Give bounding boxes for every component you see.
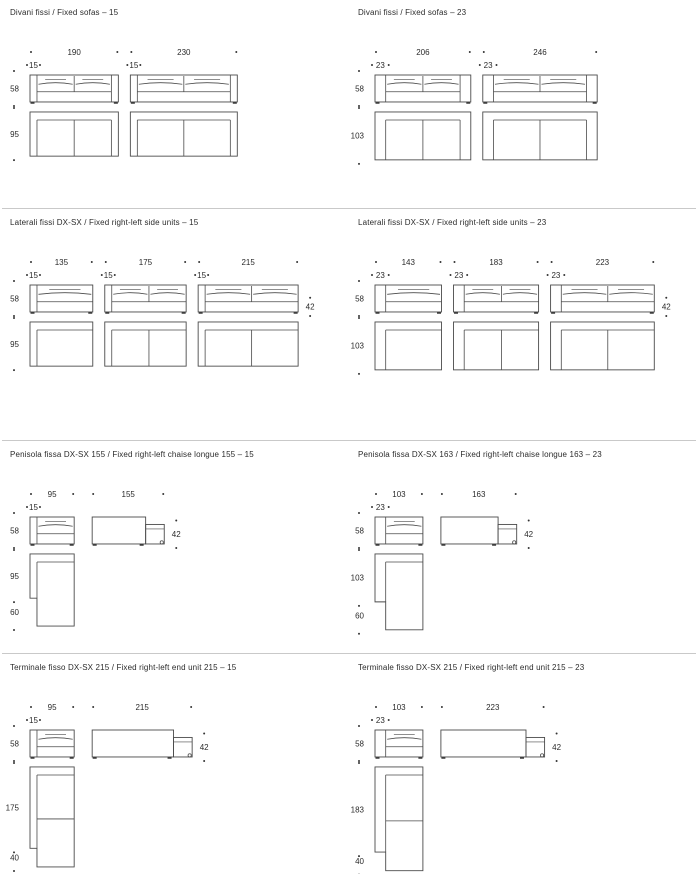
arm-dimension — [371, 503, 390, 512]
svg-text:15: 15 — [103, 270, 113, 280]
arm-dimension — [371, 271, 390, 280]
vertical-dimension — [351, 317, 365, 375]
plan-view — [375, 322, 441, 370]
width-dimension — [92, 490, 164, 499]
seat-height-dimension — [306, 297, 315, 317]
svg-text:15: 15 — [129, 60, 139, 70]
section-title: Terminale fisso DX-SX 215 / Fixed right-left end unit 215 – 23 — [358, 663, 585, 672]
arm-dimension — [26, 61, 41, 70]
svg-text:103: 103 — [350, 341, 364, 351]
side-view — [92, 730, 192, 759]
svg-text:223: 223 — [486, 702, 500, 712]
plan-view — [130, 112, 237, 156]
technical-drawing-side-units-15 — [0, 210, 349, 442]
technical-drawing-fixed-sofas-23 — [349, 0, 698, 210]
svg-text:58: 58 — [355, 84, 364, 94]
section-end-unit-215-23 — [349, 655, 698, 874]
front-view — [453, 285, 538, 314]
svg-text:190: 190 — [67, 47, 81, 57]
width-dimension — [375, 48, 471, 57]
arm-dimension — [126, 61, 141, 70]
section-title: Penisola fissa DX-SX 155 / Fixed right-left chaise longue 155 – 15 — [10, 450, 254, 459]
svg-text:175: 175 — [5, 803, 19, 813]
svg-text:23: 23 — [375, 60, 385, 70]
section-title: Penisola fissa DX-SX 163 / Fixed right-left chaise longue 163 – 23 — [358, 450, 602, 459]
side-view — [441, 517, 517, 546]
arm-dimension — [479, 61, 498, 70]
technical-drawing-side-units-23 — [349, 210, 698, 442]
svg-text:58: 58 — [10, 294, 19, 304]
front-view — [30, 730, 74, 759]
svg-text:58: 58 — [355, 526, 364, 536]
section-title: Terminale fisso DX-SX 215 / Fixed right-left end unit 215 – 15 — [10, 663, 237, 672]
plan-view — [30, 112, 118, 156]
seat-height-dimension — [662, 297, 671, 317]
svg-text:143: 143 — [401, 257, 415, 267]
technical-drawing-chaise-155-15 — [0, 442, 349, 655]
plan-view — [30, 322, 93, 366]
svg-text:23: 23 — [375, 270, 385, 280]
front-view — [30, 75, 118, 104]
svg-text:42: 42 — [305, 302, 315, 312]
vertical-dimension — [351, 107, 365, 165]
plan-view — [105, 322, 186, 366]
vertical-dimension — [10, 280, 19, 317]
width-dimension — [441, 490, 517, 499]
svg-text:15: 15 — [197, 270, 207, 280]
svg-text:103: 103 — [392, 489, 406, 499]
depth-dimension — [351, 549, 365, 635]
front-view — [375, 285, 441, 314]
plan-view — [551, 322, 655, 370]
svg-text:23: 23 — [454, 270, 464, 280]
front-view — [483, 75, 597, 104]
technical-drawing-fixed-sofas-15 — [0, 0, 349, 210]
seat-height-dimension — [172, 519, 181, 549]
vertical-dimension — [355, 512, 364, 549]
width-dimension — [453, 258, 538, 267]
width-dimension — [30, 490, 74, 499]
depth-dimension — [10, 549, 19, 631]
svg-text:60: 60 — [355, 611, 364, 621]
vertical-dimension — [355, 280, 364, 317]
technical-drawing-end-unit-215-15 — [0, 655, 349, 874]
svg-text:103: 103 — [350, 573, 364, 583]
section-chaise-163-23 — [349, 442, 698, 655]
svg-text:42: 42 — [661, 302, 671, 312]
svg-text:58: 58 — [10, 739, 19, 749]
depth-dimension — [6, 762, 20, 872]
vertical-dimension — [355, 725, 364, 762]
section-fixed-sofas-15 — [0, 0, 349, 210]
plan-view — [30, 767, 74, 867]
arm-dimension — [26, 716, 41, 725]
svg-text:42: 42 — [524, 530, 534, 540]
width-dimension — [198, 258, 298, 267]
plan-view — [375, 554, 423, 630]
width-dimension — [30, 703, 74, 712]
section-title: Divani fissi / Fixed sofas – 23 — [358, 8, 467, 17]
svg-text:223: 223 — [595, 257, 610, 267]
svg-text:40: 40 — [10, 853, 19, 863]
seat-height-dimension — [200, 732, 209, 762]
svg-text:215: 215 — [241, 257, 255, 267]
front-view — [375, 730, 423, 759]
section-fixed-sofas-23 — [349, 0, 698, 210]
svg-text:58: 58 — [355, 294, 364, 304]
front-view — [551, 285, 655, 314]
vertical-dimension — [10, 317, 19, 371]
svg-text:23: 23 — [375, 715, 385, 725]
svg-text:95: 95 — [10, 571, 19, 581]
front-view — [30, 517, 74, 546]
svg-text:42: 42 — [199, 743, 209, 753]
width-dimension — [375, 258, 441, 267]
section-title: Laterali fissi DX-SX / Fixed right-left side units – 23 — [358, 218, 547, 227]
arm-dimension — [26, 503, 41, 512]
seat-height-dimension — [524, 519, 533, 549]
svg-text:95: 95 — [10, 129, 19, 139]
svg-text:103: 103 — [392, 702, 406, 712]
width-dimension — [105, 258, 186, 267]
svg-text:23: 23 — [483, 60, 493, 70]
side-view — [441, 730, 545, 759]
width-dimension — [30, 258, 93, 267]
plan-view — [375, 767, 423, 871]
svg-text:183: 183 — [489, 257, 503, 267]
svg-text:95: 95 — [47, 489, 57, 499]
width-dimension — [30, 48, 118, 57]
svg-text:58: 58 — [10, 84, 19, 94]
svg-text:155: 155 — [121, 489, 135, 499]
section-end-unit-215-15 — [0, 655, 349, 874]
svg-text:42: 42 — [171, 530, 181, 540]
width-dimension — [375, 703, 423, 712]
width-dimension — [551, 258, 655, 267]
svg-text:40: 40 — [355, 857, 364, 867]
svg-text:15: 15 — [29, 502, 38, 512]
svg-text:15: 15 — [29, 60, 38, 70]
plan-view — [453, 322, 538, 370]
svg-text:95: 95 — [10, 339, 19, 349]
vertical-dimension — [10, 70, 19, 107]
svg-text:58: 58 — [10, 526, 19, 536]
svg-text:42: 42 — [552, 743, 562, 753]
section-side-units-23 — [349, 210, 698, 442]
svg-text:23: 23 — [551, 270, 561, 280]
arm-dimension — [101, 271, 116, 280]
svg-text:58: 58 — [355, 739, 364, 749]
vertical-dimension — [10, 725, 19, 762]
front-view — [375, 75, 471, 104]
arm-dimension — [194, 271, 209, 280]
svg-text:163: 163 — [472, 489, 486, 499]
width-dimension — [130, 48, 237, 57]
front-view — [198, 285, 298, 314]
svg-text:215: 215 — [135, 702, 149, 712]
width-dimension — [441, 703, 545, 712]
svg-text:23: 23 — [375, 502, 385, 512]
technical-drawing-chaise-163-23 — [349, 442, 698, 655]
svg-text:175: 175 — [138, 257, 153, 267]
width-dimension — [375, 490, 423, 499]
seat-height-dimension — [552, 732, 561, 762]
width-dimension — [483, 48, 597, 57]
front-view — [30, 285, 93, 314]
depth-dimension — [351, 762, 365, 874]
plan-view — [483, 112, 597, 160]
svg-text:15: 15 — [29, 270, 38, 280]
front-view — [105, 285, 186, 314]
svg-text:206: 206 — [416, 47, 430, 57]
svg-text:230: 230 — [177, 47, 191, 57]
svg-text:135: 135 — [54, 257, 69, 267]
arm-dimension — [547, 271, 566, 280]
arm-dimension — [371, 716, 390, 725]
vertical-dimension — [10, 107, 19, 161]
plan-view — [30, 554, 74, 626]
svg-text:246: 246 — [533, 47, 547, 57]
svg-text:183: 183 — [350, 805, 364, 815]
front-view — [375, 517, 423, 546]
vertical-dimension — [10, 512, 19, 549]
section-title: Divani fissi / Fixed sofas – 15 — [10, 8, 119, 17]
vertical-dimension — [355, 70, 364, 107]
front-view — [130, 75, 237, 104]
plan-view — [375, 112, 471, 160]
section-chaise-155-15 — [0, 442, 349, 655]
section-title: Laterali fissi DX-SX / Fixed right-left side units – 15 — [10, 218, 199, 227]
arm-dimension — [371, 61, 390, 70]
svg-text:60: 60 — [10, 607, 19, 617]
svg-text:103: 103 — [350, 131, 364, 141]
technical-drawing-end-unit-215-23 — [349, 655, 698, 874]
svg-text:15: 15 — [29, 715, 38, 725]
section-side-units-15 — [0, 210, 349, 442]
arm-dimension — [26, 271, 41, 280]
arm-dimension — [449, 271, 468, 280]
plan-view — [198, 322, 298, 366]
svg-text:95: 95 — [47, 702, 57, 712]
side-view — [92, 517, 164, 546]
width-dimension — [92, 703, 192, 712]
